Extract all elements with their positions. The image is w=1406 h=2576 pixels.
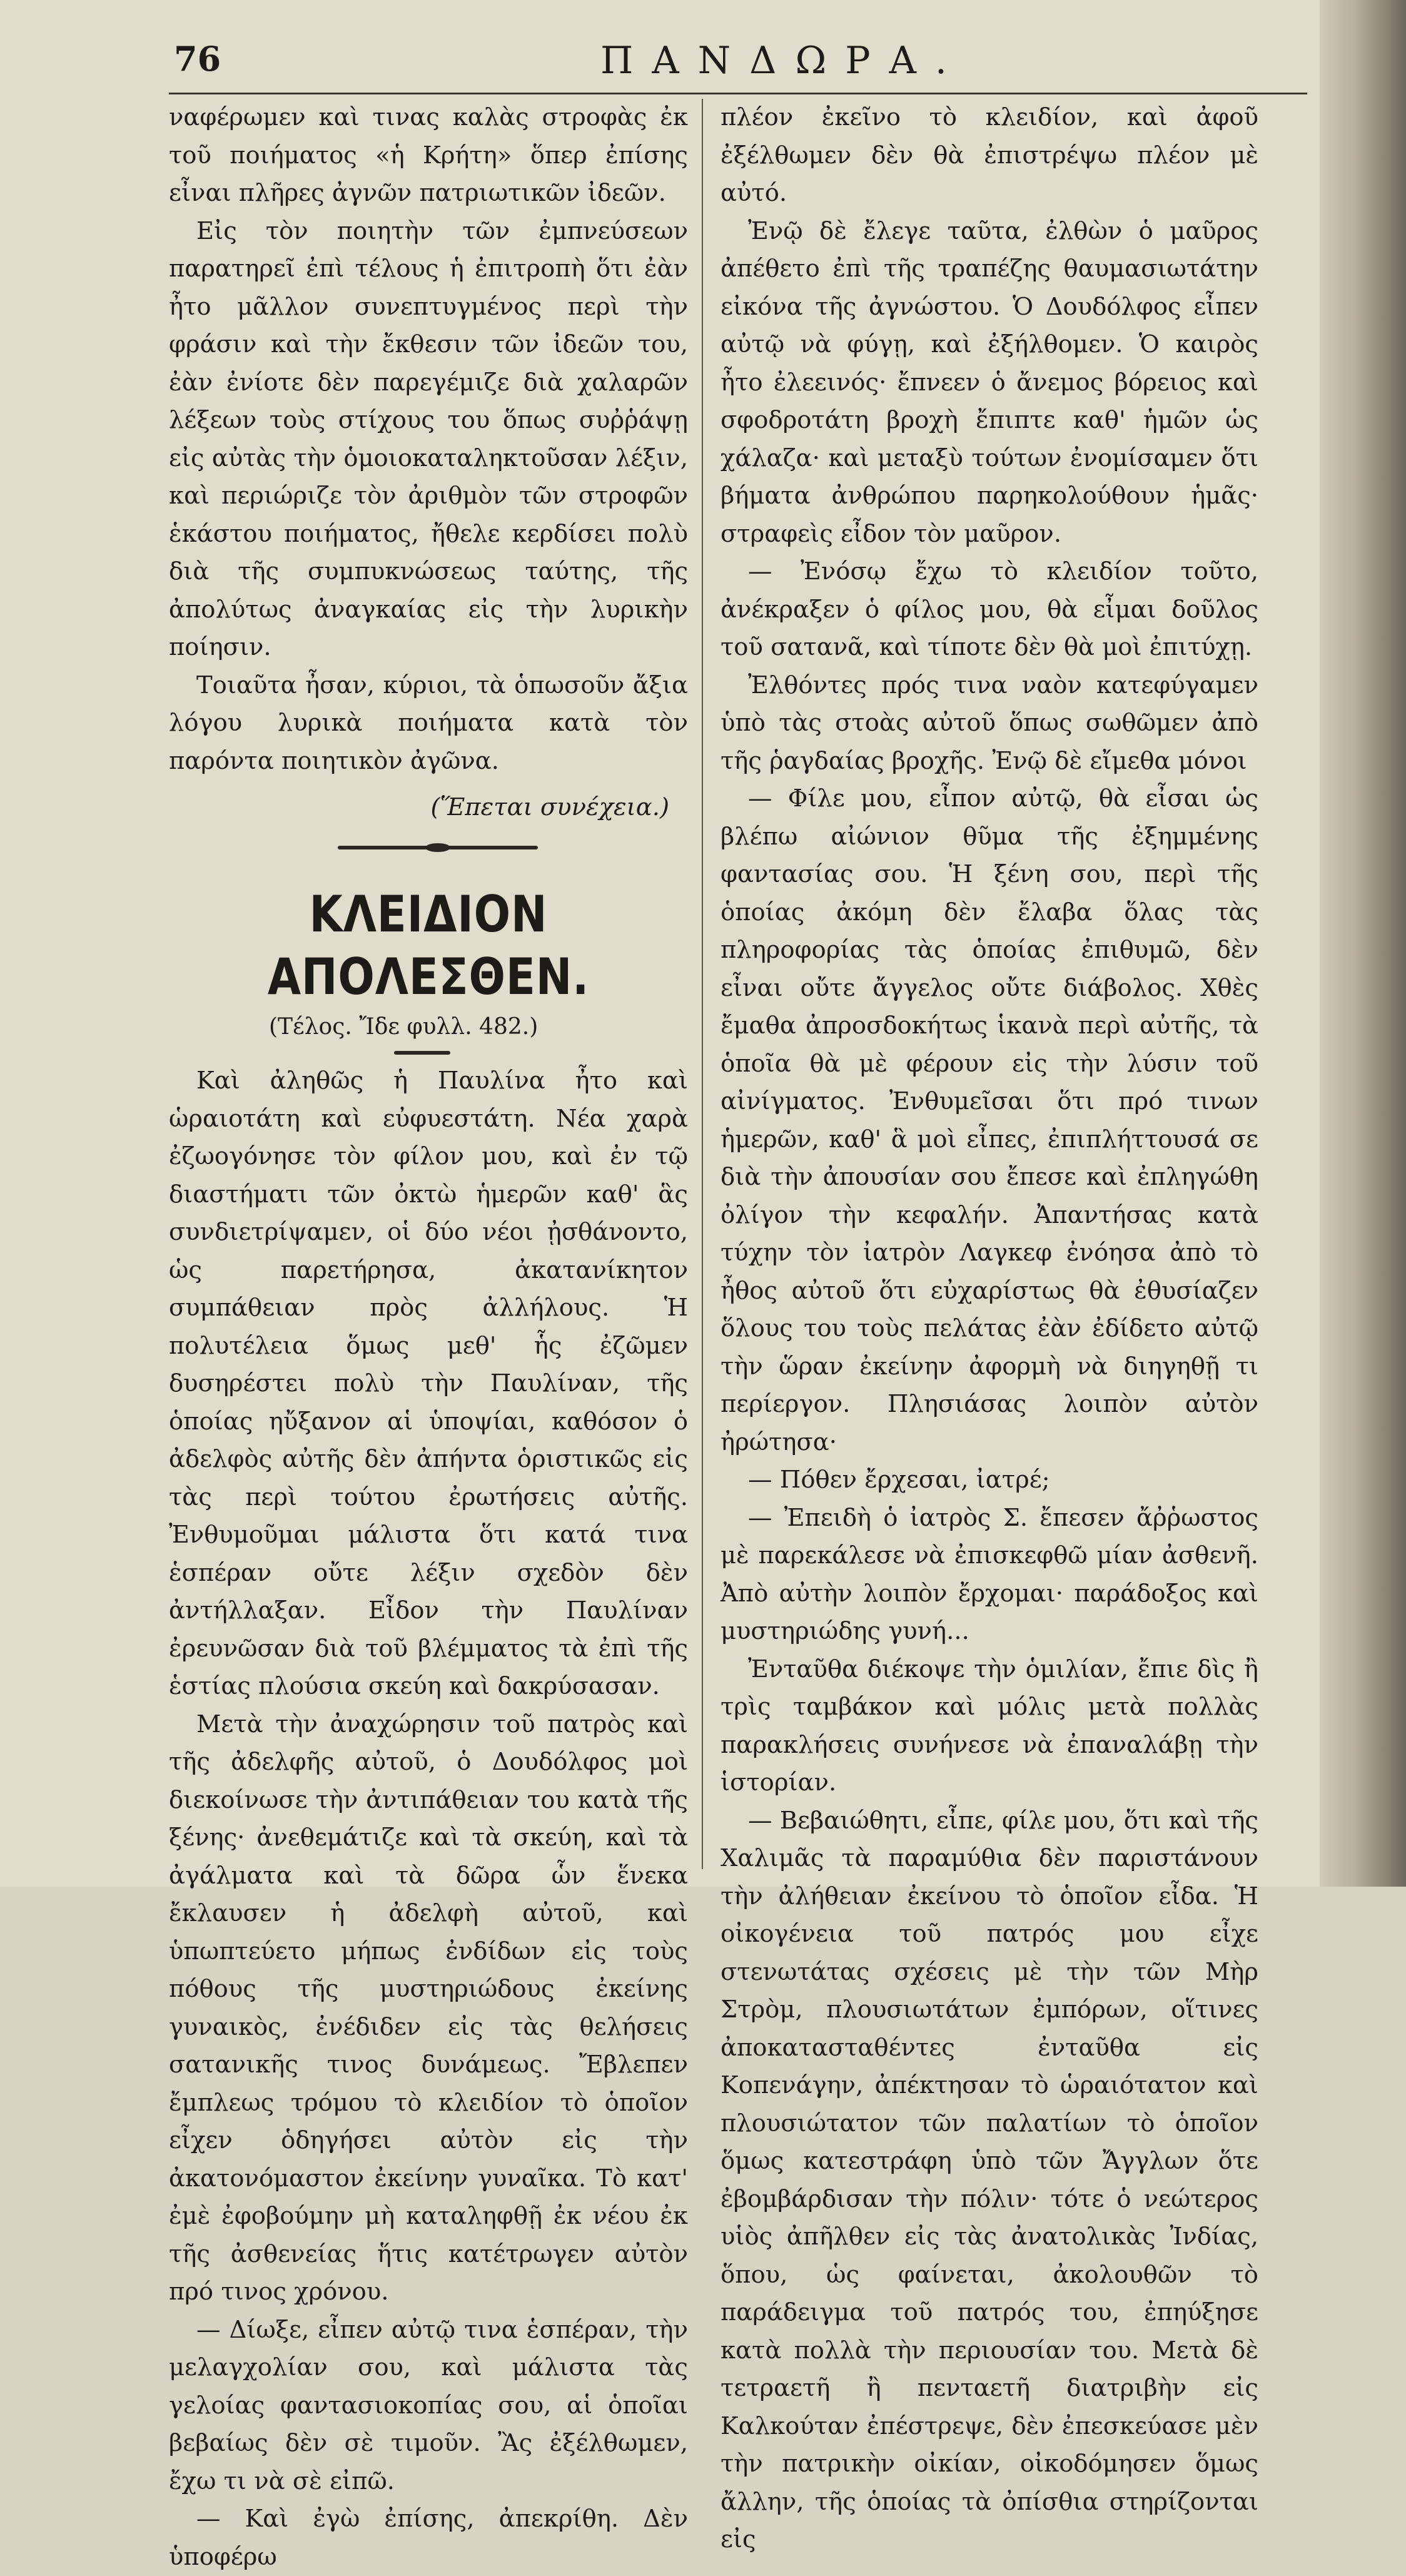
column-divider	[702, 99, 703, 1869]
poem-paragraph: Εἰς τὸν ποιητὴν τῶν ἐμπνεύσεων παρατηρεῖ ἐπὶ τέλους ἡ ἐπιτροπὴ ὅτι ἐὰν ἦτο μᾶλλον συνεπτυγμένος περὶ τὴν φράσιν καὶ τὴν ἔκθεσιν τῶν ἰδεῶν του, ἐὰν ἐνίοτε δὲν παρεγέμιζε διὰ χαλαρῶν λέξεων τοὺς στίχους του ὅπως συῤῥάψῃ εἰς αὐτὰς τὴν ὁμοιοκαταληκτοῦσαν λέξιν, καὶ περιώριζε τὸν ἀριθμὸν τῶν στροφῶν ἑκάστου ποιήματος, ἤθελε κερδίσει πολὺ διὰ τῆς συμπυκνώσεως ταύτης, τῆς ἀπολύτως ἀναγκαίας εἰς τὴν λυρικὴν ποίησιν.	[169, 216, 688, 661]
story-paragraph: — Βεβαιώθητι, εἶπε, φίλε μου, ὅτι καὶ τῆς Χαλιμᾶς τὰ παραμύθια δὲν παριστάνουν τὴν ἀλήθειαν ἐκείνου τὸ ὁποῖον εἶδα. Ἡ οἰκογένεια τοῦ πατρός μου εἶχε στενωτάτας σχέσεις μὲ τὴν τῶν Μὴρ Στρὸμ, πλουσιωτάτων ἐμπόρων, οἵτινες ἀποκατασταθέντες ἐνταῦθα εἰς Κοπενάγην, ἀπέκτησαν τὸ ὡραιότατον καὶ πλουσιώτατον τῶν παλατίων τὸ ὁποῖον ὅμως κατεστράφη ὑπὸ τῶν Ἄγγλων ὅτε ἐβομβάρδισαν τὴν πόλιν· τότε ὁ νεώτερος υἱὸς ἀπῆλθεν εἰς τὰς ἀνατολικὰς Ἰνδίας, ὅπου, ὡς φαίνεται, ἀκολουθῶν τὸ παράδειγμα τοῦ πατρός του, ἐπηύξησε κατὰ πολλὰ τὴν περιουσίαν του. Μετὰ δὲ τετραετῆ ἢ πενταετῆ διατριβὴν εἰς Καλκούταν ἐπέστρεψε, δὲν ἐπεσκεύασε μὲν τὴν πατρικὴν οἰκίαν, οἰκοδόμησεν ὅμως ἄλλην, τῆς ὁποίας τὰ ὀπίσθια στηρίζονται εἰς	[721, 1806, 1258, 2553]
left-column	[169, 99, 688, 2576]
story-paragraph: — Δίωξε, εἶπεν αὐτῷ τινα ἑσπέραν, τὴν μελαγχολίαν σου, καὶ μάλιστα τὰς γελοίας φαντασιοκοπίας σου, αἱ ὁποῖαι βεβαίως δὲν σὲ τιμοῦν. Ἂς ἐξέλθωμεν, ἔχω τι νὰ σὲ εἰπῶ.	[169, 2315, 688, 2495]
story-paragraph: — Πόθεν ἔρχεσαι, ἰατρέ;	[748, 1466, 1050, 1494]
right-column	[721, 99, 1258, 2559]
story-subnote: (Τέλος. Ἴδε φυλλ. 482.)	[269, 1013, 539, 1040]
title-ornament	[169, 1046, 688, 1062]
page-gutter-shadow	[1320, 0, 1406, 1887]
continued-note: (Ἕπεται συνέχεια.)	[430, 793, 669, 821]
story-paragraph: Μετὰ τὴν ἀναχώρησιν τοῦ πατρὸς καὶ τῆς ἀδελφῆς αὐτοῦ, ὁ Δουδόλφος μοὶ διεκοίνωσε τὴν ἀντιπάθειαν του κατὰ τῆς ξένης· ἀνεθεμάτιζε καὶ τὰ σκεύη, καὶ τὰ ἀγάλματα καὶ τὰ δῶρα ὧν ἕνεκα ἔκλαυσεν ἡ ἀδελφὴ αὐτοῦ, καὶ ὑπωπτεύετο μήπως ἐνδίδων εἰς τοὺς πόθους τῆς μυστηριώδους ἐκείνης γυναικὸς, ἐνέδιδεν εἰς τὰς θελήσεις σατανικῆς τινος δυνάμεως. Ἔβλεπεν ἔμπλεως τρόμου τὸ κλειδίον τὸ ὁποῖον εἶχεν ὁδηγήσει αὐτὸν εἰς τὴν ἀκατονόμαστον ἐκείνην γυναῖκα. Τὸ κατ' ἐμὲ ἐφοβούμην μὴ καταληφθῇ ἐκ νέου ἐκ τῆς ἀσθενείας ἥτις κατέτρωγεν αὐτὸν πρό τινος χρόνου.	[169, 1710, 688, 2306]
story-title: ΚΛΕΙΔΙΟΝ ΑΠΟΛΕΣΘΕΝ.	[267, 885, 590, 1006]
story-paragraph: πλέον ἐκεῖνο τὸ κλειδίον, καὶ ἀφοῦ ἐξέλθωμεν δὲν θὰ ἐπιστρέψω πλέον μὲ αὐτό.	[721, 103, 1258, 207]
poem-paragraph: ναφέρωμεν καὶ τινας καλὰς στροφὰς ἐκ τοῦ ποιήματος «ἡ Κρήτη» ὅπερ ἐπίσης εἶναι πλῆρες ἀγνῶν πατριωτικῶν ἰδεῶν.	[169, 103, 688, 207]
story-paragraph: — Ἐνόσῳ ἔχω τὸ κλειδίον τοῦτο, ἀνέκραξεν ὁ φίλος μου, θὰ εἶμαι δοῦλος τοῦ σατανᾶ, καὶ τίποτε δὲν θὰ μοὶ ἐπιτύχῃ.	[721, 557, 1258, 661]
story-paragraph: — Φίλε μου, εἶπον αὐτῷ, θὰ εἶσαι ὡς βλέπω αἰώνιον θῦμα τῆς ἐξημμένης φαντασίας σου. Ἡ ξένη σου, περὶ τῆς ὁποίας ἀκόμη δὲν ἔλαβα ὅλας τὰς πληροφορίας τὰς ὁποίας ἐπιθυμῶ, δὲν εἶναι οὔτε ἄγγελος οὔτε διάβολος. Χθὲς ἔμαθα ἀπροσδοκήτως ἱκανὰ περὶ αὐτῆς, τὰ ὁποῖα θὰ μὲ φέρουν εἰς τὴν λύσιν τοῦ αἰνίγματος. Ἐνθυμεῖσαι ὅτι πρό τινων ἡμερῶν, καθ' ἃ μοὶ εἶπες, ἐπιπλήττουσά σε διὰ τὴν ἀπουσίαν σου ἔπεσε καὶ ἐπληγώθη ὀλίγον τὴν κεφαλήν. Ἀπαντήσας κατὰ τύχην τὸν ἰατρὸν Λαγκεφ ἐνόησα ἀπὸ τὸ ἦθος αὐτοῦ ὅτι εὐχαρίστως θὰ ἐθυσίαζεν ὅλους του τοὺς πελάτας ἐὰν ἐδίδετο αὐτῷ τὴν ὥραν ἐκείνην ἀφορμὴ νὰ διηγηθῇ τι περίεργον. Πλησιάσας λοιπὸν αὐτὸν ἠρώτησα·	[721, 784, 1258, 1456]
page-number: 76	[174, 39, 221, 79]
story-paragraph: Ἐνταῦθα διέκοψε τὴν ὁμιλίαν, ἔπιε δὶς ἢ τρὶς ταμβάκον καὶ μόλις μετὰ πολλὰς παρακλήσεις συνήνεσε νὰ ἐπαναλάβῃ τὴν ἱστορίαν.	[721, 1655, 1258, 1797]
story-paragraph: Ἐλθόντες πρός τινα ναὸν κατεφύγαμεν ὑπὸ τὰς στοὰς αὐτοῦ ὅπως σωθῶμεν ἀπὸ τῆς ῥαγδαίας βροχῆς. Ἐνῷ δὲ εἴμεθα μόνοι	[721, 671, 1258, 775]
header-rule	[169, 93, 1307, 94]
poem-paragraph: Τοιαῦτα ἦσαν, κύριοι, τὰ ὁπωσοῦν ἄξια λόγου λυρικὰ ποιήματα κατὰ τὸν παρόντα ποιητικὸν ἀγῶνα.	[169, 671, 688, 775]
page-header	[169, 39, 1301, 89]
story-paragraph: — Ἐπειδὴ ὁ ἰατρὸς Σ. ἔπεσεν ἄῤῥωστος μὲ παρεκάλεσε νὰ ἐπισκεφθῶ μίαν ἀσθενῆ. Ἀπὸ αὐτὴν λοιπὸν ἔρχομαι· παράδοξος καὶ μυστηριώδης γυνή...	[721, 1503, 1258, 1645]
story-paragraph: Ἐνῷ δὲ ἔλεγε ταῦτα, ἐλθὼν ὁ μαῦρος ἀπέθετο ἐπὶ τῆς τραπέζης θαυμασιωτάτην εἰκόνα τῆς ἀγνώστου. Ὁ Δουδόλφος εἶπεν αὐτῷ νὰ φύγῃ, καὶ ἐξήλθομεν. Ὁ καιρὸς ἦτο ἐλεεινός· ἔπνεεν ὁ ἄνεμος βόρειος καὶ σφοδροτάτη βροχὴ ἔπιπτε καθ' ἡμῶν ὡς χάλαζα· καὶ μεταξὺ τούτων ἐνομίσαμεν ὅτι βήματα ἀνθρώπου παρηκολούθουν ἡμᾶς· στραφεὶς εἶδον τὸν μαῦρον.	[721, 216, 1258, 548]
section-ornament	[169, 827, 688, 871]
story-paragraph: Καὶ ἀληθῶς ἡ Παυλίνα ἦτο καὶ ὡραιοτάτη καὶ εὐφυεστάτη. Νέα χαρὰ ἐζωογόνησε τὸν φίλον μου, καὶ ἐν τῷ διαστήματι τῶν ὀκτὼ ἡμερῶν καθ' ἃς συνδιετρίψαμεν, οἱ δύο νέοι ᾐσθάνοντο, ὡς παρετήρησα, ἀκατανίκητον συμπάθειαν πρὸς ἀλλήλους. Ἡ πολυτέλεια ὅμως μεθ' ἧς ἐζῶμεν δυσηρέστει πολὺ τὴν Παυλίναν, τῆς ὁποίας ηὔξανον αἱ ὑποψίαι, καθόσον ὁ ἀδελφὸς αὐτῆς δὲν ἀπήντα ὁριστικῶς εἰς τὰς περὶ τούτου ἐρωτήσεις αὐτῆς. Ἐνθυμοῦμαι μάλιστα ὅτι κατά τινα ἑσπέραν οὔτε λέξιν σχεδὸν δὲν ἀντήλλαξαν. Εἶδον τὴν Παυλίναν ἐρευνῶσαν διὰ τοῦ βλέμματος τὰ ἐπὶ τῆς ἑστίας πλούσια σκεύη καὶ δακρύσασαν.	[169, 1067, 688, 1700]
story-paragraph: — Καὶ ἐγὼ ἐπίσης, ἀπεκρίθη. Δὲν ὑποφέρω	[169, 2505, 688, 2571]
running-head: ΠΑΝΔΩΡΑ.	[600, 39, 966, 83]
